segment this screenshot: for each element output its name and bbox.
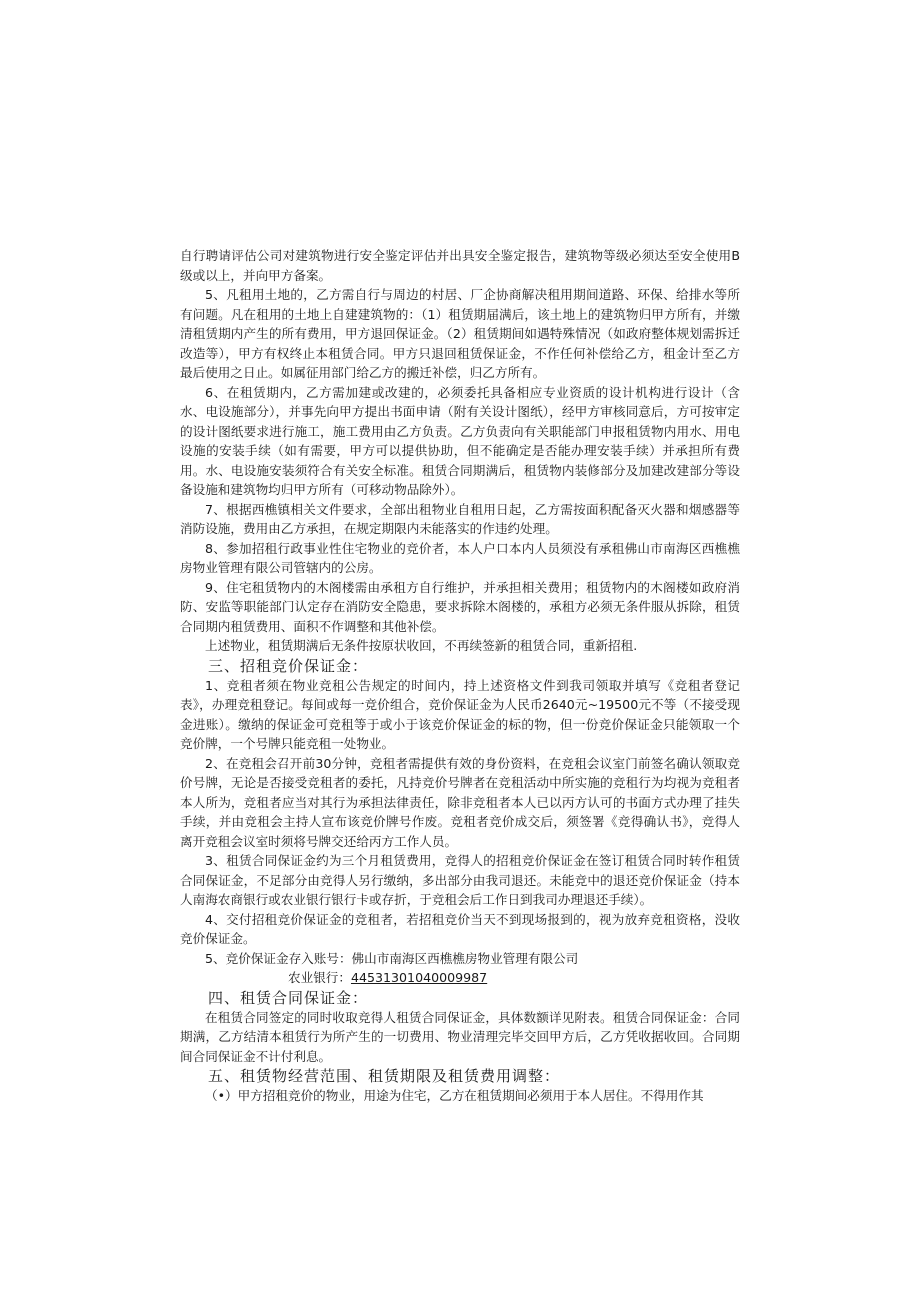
- clause-8: 8、参加招租行政事业性住宅物业的竞价者，本人户口本内人员须没有承租佛山市南海区西樵樵房物业管理有限公司管辖内的公房。: [180, 540, 740, 575]
- section-5-body: （•）甲方招租竞价的物业，用途为住宅，乙方在租赁期间必须用于本人居住。不得用作其: [205, 1088, 704, 1103]
- section-4-title: 四、租赁合同保证金：: [208, 988, 369, 1007]
- section-3-item-3: 3、租赁合同保证金约为三个月租赁费用，竞得人的招租竞价保证金在签订租赁合同时转作租赁合同保证金，不足部分由竞得人另行缴纳，多出部分由我司退还。未能竞中的退还竞价保证金（持本人南海农商银行或农业银行银行卡或存折，于竞租会后工作日到我司办理退还手续）。: [180, 853, 740, 907]
- section-3-title: 三、招租竞价保证金：: [208, 656, 369, 675]
- document-page: [180, 246, 740, 1106]
- paragraph-continued: 自行聘请评估公司对建筑物进行安全鉴定评估并出具安全鉴定报告，建筑物等级必须达至安全使用B级或以上，并向甲方备案。: [180, 248, 740, 283]
- section-5-title: 五、租赁物经营范围、租赁期限及租赁费用调整：: [208, 1067, 561, 1085]
- bank-account-line: [180, 968, 740, 988]
- section-3-item-1: 1、竞租者须在物业竞租公告规定的时间内，持上述资格文件到我司领取并填写《竞租者登记表》，办理竞租登记。每间或每一竞价组合，竞价保证金为人民币2640元~19500元不等（不接受现金进账）。缴纳的保证金可竞租等于或小于该竞价保证金的标的物，但一份竞价保证金只能领取一个竞价牌，一个号牌只能竞租一处物业。: [180, 677, 740, 751]
- closing-note: 上述物业，租赁期满后无条件按原状收回，不再续签新的租赁合同，重新招租.: [205, 638, 638, 653]
- clause-9: 9、住宅租赁物内的木阁楼需由承租方自行维护，并承担相关费用；租赁物内的木阁楼如政府消防、安监等职能部门认定存在消防安全隐患，要求拆除木阁楼的，承租方必须无条件服从拆除，租赁合同期内租赁费用、面积不作调整和其他补偿。: [180, 579, 740, 634]
- section-3-item-5: 5、竞价保证金存入账号：佛山市南海区西樵樵房物业管理有限公司: [205, 950, 579, 966]
- section-3-item-4: 4、交付招租竞价保证金的竞租者，若招租竞价当天不到现场报到的，视为放弃竞租资格，没收竞价保证金。: [180, 911, 740, 946]
- bank-label: 农业银行：: [288, 970, 351, 985]
- clause-6: 6、在租赁期内，乙方需加建或改建的，必须委托具备相应专业资质的设计机构进行设计（含水、电设施部分），并事先向甲方提出书面申请（附有关设计图纸），经甲方审核同意后，方可按审定的设计图纸要求进行施工，施工费用由乙方负责。乙方负责向有关职能部门申报租赁物内用水、用电设施的安装手续（如有需要，甲方可以提供协助，但不能确定是否能办理安装手续）并承担所有费用。水、电设施安装须符合有关安全标准。租赁合同期满后，租赁物内装修部分及加建改建部分等设备设施和建筑物均归甲方所有（可移动物品除外）。: [180, 384, 740, 497]
- section-3-item-2: 2、在竞租会召开前30分钟，竞租者需提供有效的身份资料，在竞租会议室门前签名确认领取竞价号牌，无论是否接受竞租者的委托，凡持竞价号牌者在竞租活动中所实施的竞租行为均视为竞租者本人所为，竞租者应当对其行为承担法律责任，除非竞租者本人已以丙方认可的书面方式办理了挂失手续，并由竞租会主持人宣布该竞价牌号作废。竞租者竞价成交后，须签署《竞得确认书》，竞得人离开竞租会议室时须将号牌交还给丙方工作人员。: [180, 755, 740, 849]
- bank-account-number: 44531301040009987: [350, 970, 488, 985]
- section-4-body: 在租赁合同签定的同时收取竞得人租赁合同保证金，具体数额详见附表。租赁合同保证金：合同期满，乙方结清本租赁行为所产生的一切费用、物业清理完毕交回甲方后，乙方凭收据收回。合同期间合同保证金不计付利息。: [180, 1009, 740, 1064]
- clause-7: 7、根据西樵镇相关文件要求，全部出租物业自租用日起，乙方需按面积配备灭火器和烟感器等消防设施，费用由乙方承担，在规定期限内未能落实的作违约处理。: [180, 501, 740, 536]
- clause-5: 5、凡租用土地的，乙方需自行与周边的村居、厂企协商解决租用期间道路、环保、给排水等所有问题。凡在租用的土地上自建建筑物的：（1）租赁期届满后，该土地上的建筑物归甲方所有，并缴清租赁期内产生的所有费用，甲方退回保证金。（2）租赁期间如遇特殊情况（如政府整体规划需拆迁改造等），甲方有权终止本租赁合同。甲方只退回租赁保证金，不作任何补偿给乙方，租金计至乙方最后使用之日止。如属征用部门给乙方的搬迁补偿，归乙方所有。: [180, 287, 740, 380]
